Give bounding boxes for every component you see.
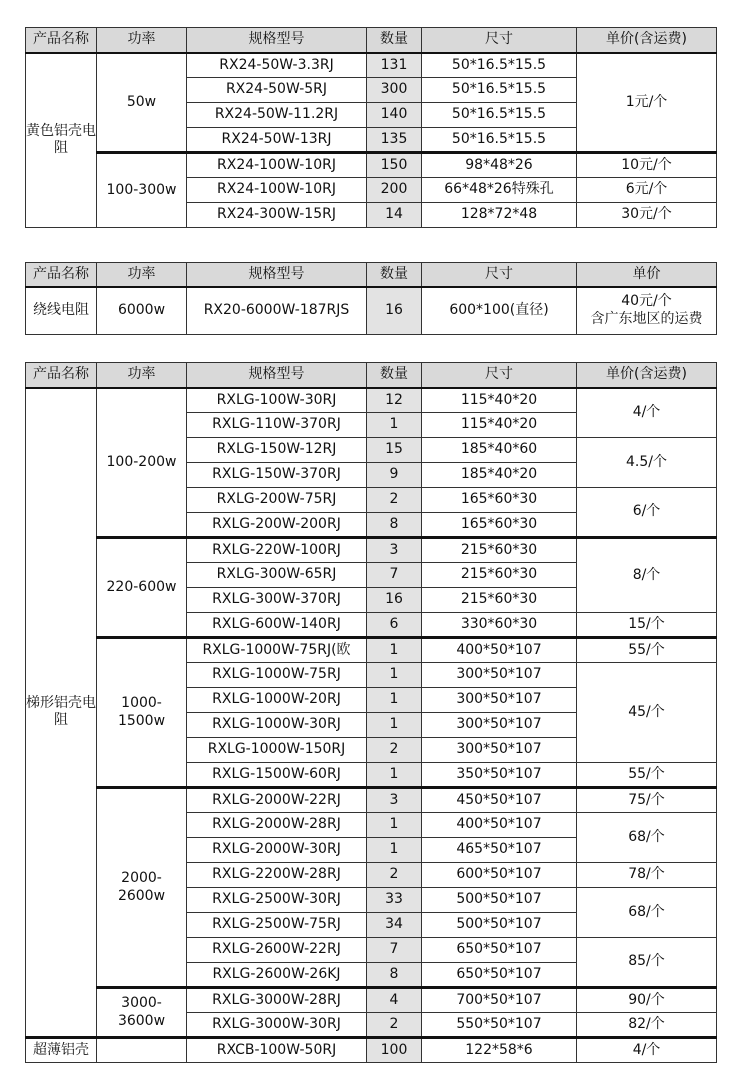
power-cell: 100-200w [97,388,187,538]
quantity-cell: 300 [367,78,422,103]
model-cell: RXLG-220W-100RJ [187,538,367,563]
quantity-cell: 131 [367,53,422,78]
model-cell: RXLG-2600W-26KJ [187,963,367,988]
model-cell: RXLG-1000W-75RJ [187,663,367,688]
price-cell: 4.5/个 [577,438,717,488]
model-cell: RXLG-200W-75RJ [187,488,367,513]
size-cell: 330*60*30 [422,613,577,638]
quantity-cell: 1 [367,713,422,738]
wirewound-resistor-table [25,262,717,335]
quantity-cell: 33 [367,888,422,913]
model-cell: RX24-50W-5RJ [187,78,367,103]
size-cell: 185*40*60 [422,438,577,463]
model-cell: RXLG-2200W-28RJ [187,863,367,888]
model-cell: RXLG-2000W-28RJ [187,813,367,838]
size-cell: 215*60*30 [422,588,577,613]
table-row [26,388,717,413]
power-cell: 50w [97,53,187,153]
power-cell: 6000w [97,287,187,335]
header-model: 规格型号 [187,28,367,53]
header-power: 功率 [97,28,187,53]
table-row [26,153,717,178]
model-cell: RXLG-100W-30RJ [187,388,367,413]
model-cell: RXLG-1000W-150RJ [187,738,367,763]
quantity-cell: 16 [367,588,422,613]
model-cell: RXLG-150W-12RJ [187,438,367,463]
quantity-cell: 150 [367,153,422,178]
product-name-text: 黄色铝壳电阻 [26,122,96,157]
price-cell: 82/个 [577,1013,717,1038]
size-cell: 650*50*107 [422,963,577,988]
size-cell: 300*50*107 [422,688,577,713]
price-note: 含广东地区的运费 [590,310,703,327]
header-product-name: 产品名称 [26,28,97,53]
header-size: 尺寸 [422,263,577,287]
product-name-cell: 超薄铝壳 [26,1038,97,1063]
price-cell: 68/个 [577,888,717,938]
model-cell: RXLG-110W-370RJ [187,413,367,438]
size-cell: 50*16.5*15.5 [422,78,577,103]
price-cell: 10元/个 [577,153,717,178]
size-cell: 115*40*20 [422,413,577,438]
quantity-cell: 16 [367,287,422,335]
table-row [26,53,717,78]
size-cell: 400*50*107 [422,638,577,663]
size-cell: 215*60*30 [422,538,577,563]
model-cell: RXLG-150W-370RJ [187,463,367,488]
size-cell: 185*40*20 [422,463,577,488]
price-cell: 90/个 [577,988,717,1013]
price-cell: 6元/个 [577,178,717,203]
quantity-cell: 3 [367,538,422,563]
header-model: 规格型号 [187,263,367,287]
quantity-cell: 2 [367,738,422,763]
power-cell [97,788,187,988]
table-row [26,287,717,335]
model-cell: RXLG-2000W-30RJ [187,838,367,863]
price-cell: 30元/个 [577,203,717,228]
power-text: 2600w [117,887,166,904]
quantity-cell: 2 [367,488,422,513]
model-cell: RXLG-1000W-75RJ(欧 [187,638,367,663]
table-header-row [26,28,717,53]
size-cell: 300*50*107 [422,663,577,688]
table-row [26,788,717,813]
quantity-cell: 7 [367,563,422,588]
size-cell: 400*50*107 [422,813,577,838]
price-cell: 6/个 [577,488,717,538]
model-cell: RXLG-1000W-30RJ [187,713,367,738]
quantity-cell: 1 [367,763,422,788]
price-line: 40元/个 [621,293,672,310]
model-cell: RXLG-1500W-60RJ [187,763,367,788]
size-cell: 550*50*107 [422,1013,577,1038]
quantity-cell: 100 [367,1038,422,1063]
table-row [26,638,717,663]
model-cell: RXLG-2000W-22RJ [187,788,367,813]
power-text: 3000- [121,995,162,1011]
model-cell: RX24-300W-15RJ [187,203,367,228]
size-cell: 650*50*107 [422,938,577,963]
quantity-cell: 34 [367,913,422,938]
table-row [26,538,717,563]
size-cell: 128*72*48 [422,203,577,228]
size-cell: 450*50*107 [422,788,577,813]
trapezoid-aluminum-resistor-table [25,362,717,1063]
price-cell: 68/个 [577,813,717,863]
price-cell: 55/个 [577,638,717,663]
power-text: 1000- [121,695,162,711]
power-text: 3600w [117,1012,166,1029]
price-cell: 4/个 [577,388,717,438]
size-cell: 98*48*26 [422,153,577,178]
header-product-name: 产品名称 [26,263,97,287]
quantity-cell: 4 [367,988,422,1013]
power-cell: 220-600w [97,538,187,638]
size-cell: 165*60*30 [422,488,577,513]
price-cell: 1元/个 [577,53,717,153]
quantity-cell: 1 [367,813,422,838]
size-cell: 66*48*26特殊孔 [422,178,577,203]
size-cell: 115*40*20 [422,388,577,413]
model-cell: RX24-50W-3.3RJ [187,53,367,78]
product-name-cell [26,388,97,1038]
size-cell: 350*50*107 [422,763,577,788]
header-power: 功率 [97,363,187,388]
model-cell: RXLG-200W-200RJ [187,513,367,538]
size-cell: 215*60*30 [422,563,577,588]
size-cell: 300*50*107 [422,713,577,738]
quantity-cell: 12 [367,388,422,413]
model-cell: RXLG-2500W-75RJ [187,913,367,938]
quantity-cell: 2 [367,863,422,888]
power-cell-empty [97,1038,187,1063]
price-cell: 15/个 [577,613,717,638]
header-size: 尺寸 [422,28,577,53]
size-cell: 300*50*107 [422,738,577,763]
size-cell: 50*16.5*15.5 [422,128,577,153]
quantity-cell: 9 [367,463,422,488]
product-name-text: 梯形铝壳电阻 [26,694,96,729]
model-cell: RXLG-300W-370RJ [187,588,367,613]
header-power: 功率 [97,263,187,287]
quantity-cell: 1 [367,413,422,438]
quantity-cell: 3 [367,788,422,813]
power-text: 1500w [117,712,166,729]
price-cell: 78/个 [577,863,717,888]
quantity-cell: 7 [367,938,422,963]
price-cell: 45/个 [577,663,717,763]
model-cell: RXLG-3000W-28RJ [187,988,367,1013]
model-cell: RX24-50W-11.2RJ [187,103,367,128]
size-cell: 500*50*107 [422,888,577,913]
model-cell: RXLG-2600W-22RJ [187,938,367,963]
quantity-cell: 1 [367,638,422,663]
model-cell: RX24-100W-10RJ [187,178,367,203]
price-cell: 8/个 [577,538,717,613]
table-row [26,988,717,1013]
header-unit-price: 单价(含运费) [577,28,717,53]
quantity-cell: 200 [367,178,422,203]
price-cell [577,287,717,335]
quantity-cell: 1 [367,663,422,688]
product-name-cell: 绕线电阻 [26,287,97,335]
table-row [26,1038,717,1063]
quantity-cell: 2 [367,1013,422,1038]
model-cell: RXLG-3000W-30RJ [187,1013,367,1038]
header-product-name: 产品名称 [26,363,97,388]
price-cell: 75/个 [577,788,717,813]
header-size: 尺寸 [422,363,577,388]
size-cell: 50*16.5*15.5 [422,103,577,128]
product-name-cell [26,53,97,228]
model-cell: RXLG-600W-140RJ [187,613,367,638]
header-model: 规格型号 [187,363,367,388]
size-cell: 465*50*107 [422,838,577,863]
price-cell: 85/个 [577,938,717,988]
model-cell: RXLG-2500W-30RJ [187,888,367,913]
size-cell: 600*100(直径) [422,287,577,335]
model-cell: RX24-50W-13RJ [187,128,367,153]
quantity-cell: 1 [367,688,422,713]
header-quantity: 数量 [367,263,422,287]
price-cell: 55/个 [577,763,717,788]
size-cell: 165*60*30 [422,513,577,538]
quantity-cell: 14 [367,203,422,228]
quantity-cell: 135 [367,128,422,153]
size-cell: 600*50*107 [422,863,577,888]
size-cell: 700*50*107 [422,988,577,1013]
table-header-row [26,263,717,287]
power-text: 2000- [121,870,162,886]
power-cell [97,638,187,788]
size-cell: 500*50*107 [422,913,577,938]
model-cell: RX20-6000W-187RJS [187,287,367,335]
quantity-cell: 1 [367,838,422,863]
power-cell: 100-300w [97,153,187,228]
quantity-cell: 8 [367,513,422,538]
header-quantity: 数量 [367,363,422,388]
yellow-aluminum-resistor-table [25,27,717,228]
power-cell [97,988,187,1038]
quantity-cell: 140 [367,103,422,128]
model-cell: RXLG-300W-65RJ [187,563,367,588]
model-cell: RX24-100W-10RJ [187,153,367,178]
size-cell: 122*58*6 [422,1038,577,1063]
header-quantity: 数量 [367,28,422,53]
quantity-cell: 6 [367,613,422,638]
model-cell: RXCB-100W-50RJ [187,1038,367,1063]
model-cell: RXLG-1000W-20RJ [187,688,367,713]
price-cell: 4/个 [577,1038,717,1063]
header-unit-price: 单价 [577,263,717,287]
quantity-cell: 8 [367,963,422,988]
quantity-cell: 15 [367,438,422,463]
header-unit-price: 单价(含运费) [577,363,717,388]
size-cell: 50*16.5*15.5 [422,53,577,78]
table-header-row [26,363,717,388]
